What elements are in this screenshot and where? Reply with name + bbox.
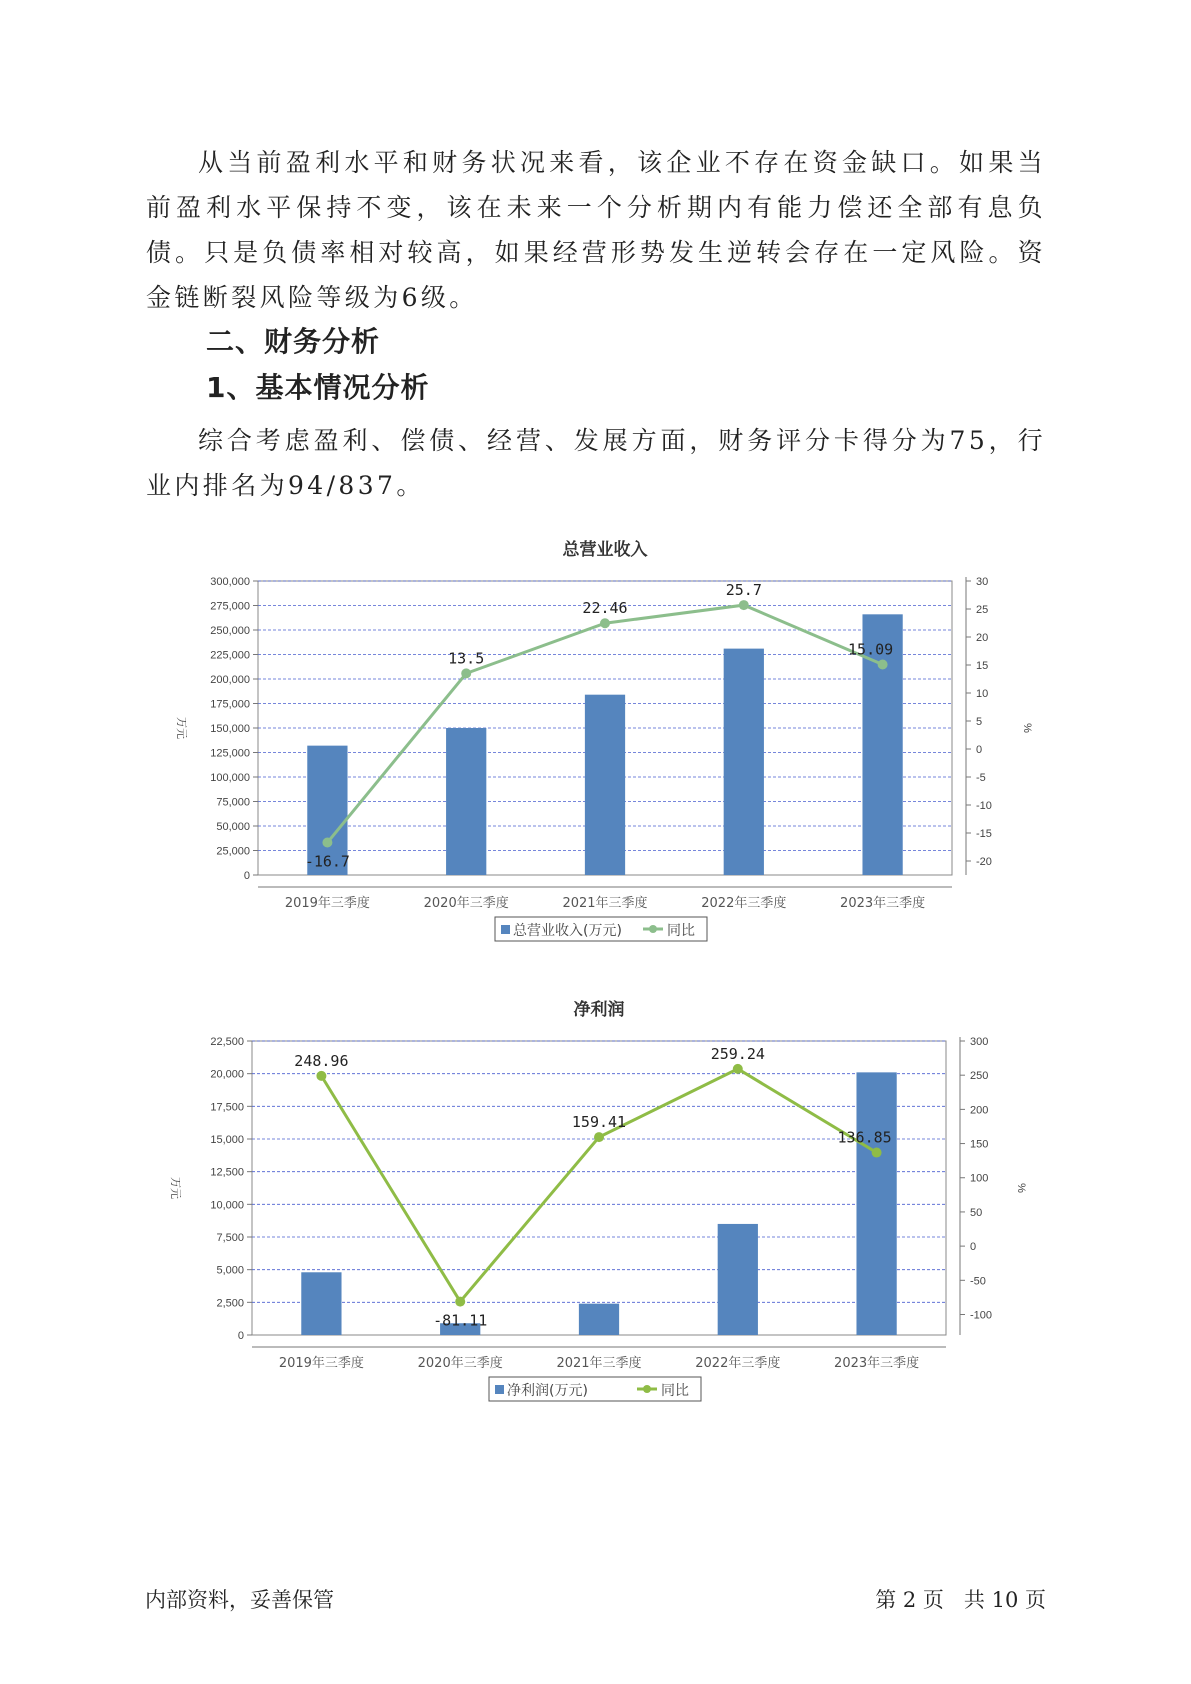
yoy-data-label: 15.09 bbox=[848, 640, 894, 659]
y2-tick-label: 10 bbox=[976, 688, 989, 700]
paragraph-risk-summary: 从当前盈利水平和财务状况来看，该企业不存在资金缺口。如果当前盈利水平保持不变，该在未来一个分析期内有能力偿还全部有息负债。只是负债率相对较高，如果经营形势发生逆转会存在一定风险。资金链断裂风险等级为6级。 bbox=[146, 148, 1046, 312]
subsection-heading: 1、基本情况分析 bbox=[206, 371, 430, 404]
x-tick-label: 2021年三季度 bbox=[556, 1356, 642, 1371]
x-tick-label: 2020年三季度 bbox=[417, 1356, 503, 1371]
y-tick-label: 0 bbox=[237, 1330, 244, 1342]
y2-tick-label: 30 bbox=[976, 576, 989, 588]
yoy-data-label: 22.46 bbox=[582, 599, 628, 618]
y-tick-label: 20,000 bbox=[210, 1068, 244, 1081]
y-tick-label: 10,000 bbox=[210, 1199, 244, 1212]
y2-axis-label: % bbox=[1021, 723, 1033, 733]
y-tick-label: 250,000 bbox=[210, 625, 250, 637]
y2-tick-label: 0 bbox=[970, 1241, 977, 1254]
y2-tick-label: 150 bbox=[970, 1138, 989, 1151]
bar bbox=[579, 1304, 619, 1335]
bar bbox=[301, 1272, 341, 1335]
yoy-point bbox=[322, 838, 332, 848]
yoy-point bbox=[872, 1148, 882, 1158]
yoy-point bbox=[594, 1132, 604, 1142]
x-tick-label: 2022年三季度 bbox=[695, 1356, 781, 1371]
y-axis-label: 万元 bbox=[169, 1177, 181, 1199]
x-tick-label: 2019年三季度 bbox=[284, 896, 370, 911]
chart-title: 总营业收入 bbox=[562, 540, 648, 560]
bar bbox=[856, 1072, 896, 1335]
legend-line-marker bbox=[643, 1385, 651, 1393]
y2-tick-label: -50 bbox=[970, 1275, 986, 1288]
y-tick-label: 5,000 bbox=[216, 1264, 244, 1277]
chart-title: 净利润 bbox=[573, 1000, 625, 1020]
y2-tick-label: 50 bbox=[970, 1206, 983, 1219]
y2-tick-label: -5 bbox=[976, 772, 986, 784]
x-tick-label: 2023年三季度 bbox=[840, 896, 926, 911]
y-tick-label: 125,000 bbox=[210, 747, 250, 760]
yoy-data-label: -16.7 bbox=[304, 852, 350, 871]
legend-bar-label: 总营业收入(万元) bbox=[513, 923, 622, 939]
y2-tick-label: -10 bbox=[976, 800, 992, 812]
y-tick-label: 12,500 bbox=[210, 1166, 244, 1179]
y-tick-label: 150,000 bbox=[210, 723, 250, 735]
y2-tick-label: 300 bbox=[970, 1036, 989, 1048]
yoy-point bbox=[600, 618, 610, 628]
y-tick-label: 22,500 bbox=[210, 1036, 244, 1048]
y-tick-label: 275,000 bbox=[210, 600, 250, 613]
y-tick-label: 25,000 bbox=[216, 845, 250, 858]
legend-line-marker bbox=[649, 925, 657, 933]
y2-tick-label: 0 bbox=[976, 744, 983, 756]
y-tick-label: 50,000 bbox=[216, 821, 250, 833]
x-tick-label: 2023年三季度 bbox=[834, 1356, 920, 1371]
y-tick-label: 100,000 bbox=[210, 772, 250, 784]
yoy-point bbox=[316, 1071, 326, 1081]
plot-area bbox=[252, 1041, 946, 1335]
legend-bar-swatch bbox=[501, 925, 510, 934]
y-tick-label: 225,000 bbox=[210, 649, 250, 662]
legend-line-label: 同比 bbox=[661, 1383, 689, 1399]
y-tick-label: 17,500 bbox=[210, 1101, 244, 1114]
y2-axis-label: % bbox=[1015, 1183, 1027, 1193]
yoy-point bbox=[739, 600, 749, 610]
y2-tick-label: -20 bbox=[976, 856, 992, 868]
footer-confidential: 内部资料，妥善保管 bbox=[145, 1588, 334, 1612]
bar bbox=[585, 695, 625, 875]
bar bbox=[724, 649, 764, 875]
footer-page-number: 第 2 页 共 10 页 bbox=[875, 1588, 1046, 1612]
section-heading: 二、财务分析 bbox=[206, 325, 381, 358]
y2-tick-label: 25 bbox=[976, 604, 989, 616]
y2-tick-label: 15 bbox=[976, 660, 989, 672]
yoy-data-label: -81.11 bbox=[433, 1311, 488, 1330]
y2-tick-label: -100 bbox=[970, 1309, 993, 1322]
y-tick-label: 200,000 bbox=[210, 674, 250, 686]
x-tick-label: 2020年三季度 bbox=[423, 896, 509, 911]
x-tick-label: 2019年三季度 bbox=[278, 1356, 364, 1371]
y2-tick-label: -15 bbox=[976, 828, 992, 840]
y-axis-label: 万元 bbox=[175, 717, 187, 739]
y-tick-label: 15,000 bbox=[210, 1134, 244, 1146]
bar bbox=[718, 1224, 758, 1335]
yoy-data-label: 248.96 bbox=[294, 1051, 349, 1070]
yoy-data-label: 25.7 bbox=[725, 581, 762, 600]
revenue-chart bbox=[0, 525, 1191, 955]
yoy-data-label: 259.24 bbox=[710, 1044, 765, 1063]
net-profit-chart bbox=[0, 985, 1191, 1415]
y-tick-label: 2,500 bbox=[216, 1297, 244, 1310]
y-tick-label: 300,000 bbox=[210, 576, 250, 588]
y-tick-label: 75,000 bbox=[216, 796, 250, 809]
yoy-data-label: 13.5 bbox=[448, 649, 485, 668]
paragraph-score: 综合考虑盈利、偿债、经营、发展方面，财务评分卡得分为75，行业内排名为94/837。 bbox=[146, 426, 1046, 500]
yoy-point bbox=[878, 659, 888, 669]
y2-tick-label: 5 bbox=[976, 716, 983, 728]
x-tick-label: 2021年三季度 bbox=[562, 896, 648, 911]
bar bbox=[446, 728, 486, 875]
y-tick-label: 7,500 bbox=[216, 1232, 244, 1244]
revenue-chart-svg bbox=[0, 525, 1191, 955]
y2-tick-label: 250 bbox=[970, 1070, 989, 1083]
y2-tick-label: 200 bbox=[970, 1104, 989, 1117]
net-profit-chart-svg bbox=[0, 985, 1191, 1415]
yoy-data-label: 136.85 bbox=[837, 1128, 892, 1147]
legend-line-label: 同比 bbox=[667, 923, 695, 939]
y2-tick-label: 100 bbox=[970, 1172, 989, 1185]
yoy-point bbox=[455, 1297, 465, 1307]
y2-tick-label: 20 bbox=[976, 632, 989, 644]
legend-bar-swatch bbox=[495, 1385, 504, 1394]
y-tick-label: 0 bbox=[243, 870, 250, 882]
y-tick-label: 175,000 bbox=[210, 698, 250, 711]
x-tick-label: 2022年三季度 bbox=[701, 896, 787, 911]
yoy-data-label: 159.41 bbox=[571, 1113, 627, 1132]
yoy-point bbox=[733, 1064, 743, 1074]
legend-bar-label: 净利润(万元) bbox=[507, 1383, 588, 1399]
yoy-point bbox=[461, 668, 471, 678]
